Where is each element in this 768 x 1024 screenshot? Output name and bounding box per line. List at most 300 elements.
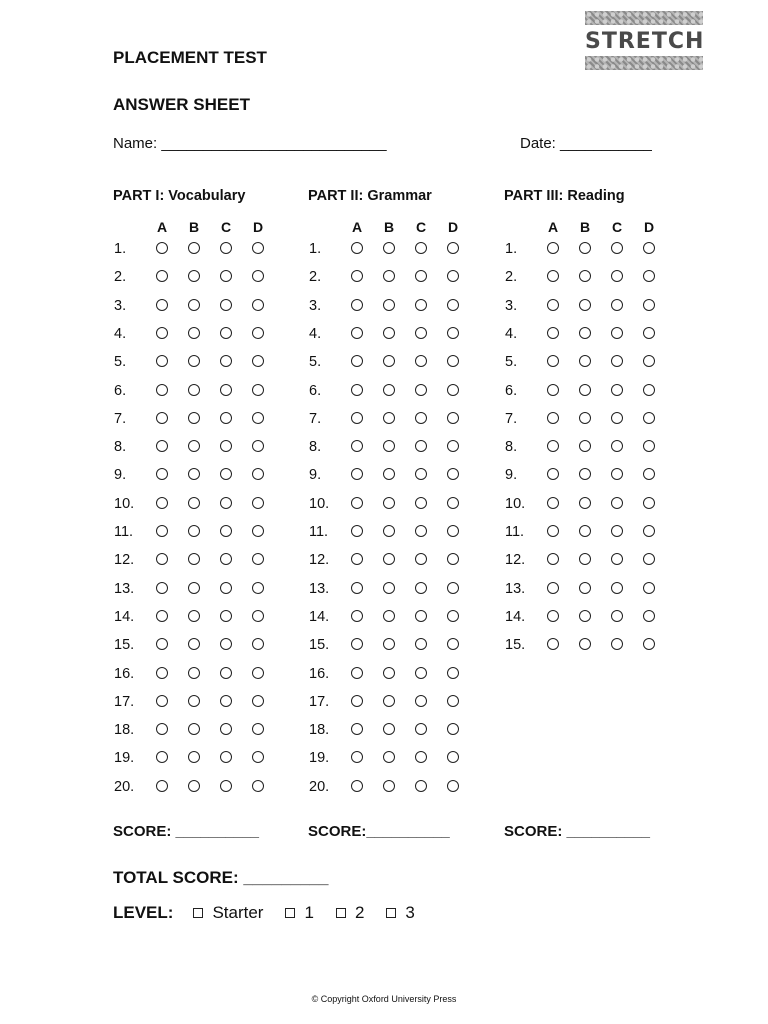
answer-bubble-a[interactable] [156, 723, 168, 735]
answer-bubble-d[interactable] [447, 723, 459, 735]
answer-bubble-a[interactable] [156, 355, 168, 367]
answer-bubble-c[interactable] [415, 242, 427, 254]
answer-bubble-c[interactable] [611, 610, 623, 622]
question-number: 10. [309, 495, 330, 512]
answer-bubble-d[interactable] [252, 525, 264, 537]
answer-bubble-c[interactable] [415, 468, 427, 480]
level-option-label: 2 [354, 903, 365, 922]
answer-bubble-d[interactable] [252, 242, 264, 254]
question-number: 1. [505, 241, 518, 257]
answer-bubble-d[interactable] [447, 582, 459, 594]
question-number: 7. [114, 410, 127, 427]
answer-bubble-c[interactable] [415, 270, 427, 282]
answer-bubble-c[interactable] [220, 468, 232, 480]
answer-bubble-d[interactable] [643, 412, 655, 424]
question-number: 11. [505, 524, 525, 540]
checkbox-icon[interactable] [285, 908, 295, 918]
checkbox-icon[interactable] [336, 908, 346, 918]
answer-bubble-a[interactable] [547, 355, 559, 367]
question-number: 19. [309, 750, 330, 767]
question-number: 2. [505, 269, 518, 286]
answer-bubble-d[interactable] [252, 751, 264, 763]
part-title: PART I: Vocabulary [113, 188, 246, 204]
question-number: 4. [114, 325, 127, 342]
answer-bubble-d[interactable] [447, 667, 459, 679]
answer-bubble-a[interactable] [547, 299, 559, 311]
answer-bubble-d[interactable] [643, 582, 655, 594]
answer-bubble-a[interactable] [156, 299, 168, 311]
score-part-1[interactable]: SCORE: __________ [113, 823, 259, 840]
answer-bubble-b[interactable] [579, 242, 591, 254]
answer-bubble-d[interactable] [447, 440, 459, 452]
answer-bubble-a[interactable] [351, 525, 363, 537]
answer-bubble-c[interactable] [611, 270, 623, 282]
answer-bubble-a[interactable] [156, 440, 168, 452]
answer-bubble-a[interactable] [156, 384, 168, 396]
answer-bubble-d[interactable] [252, 327, 264, 339]
level-option-label: Starter [212, 903, 264, 922]
answer-bubble-c[interactable] [220, 751, 232, 763]
answer-bubble-b[interactable] [579, 468, 591, 480]
question-number: 15. [309, 637, 330, 654]
answer-bubble-b[interactable] [188, 723, 200, 735]
answer-bubble-a[interactable] [351, 497, 363, 509]
answer-bubble-a[interactable] [156, 270, 168, 282]
answer-bubble-d[interactable] [447, 384, 459, 396]
answer-bubble-a[interactable] [156, 582, 168, 594]
answer-bubble-d[interactable] [252, 695, 264, 707]
part-title: PART II: Grammar [308, 188, 432, 204]
question-number: 10. [114, 495, 135, 512]
answer-bubble-b[interactable] [579, 412, 591, 424]
answer-bubble-d[interactable] [447, 497, 459, 509]
answer-bubble-a[interactable] [351, 780, 363, 792]
question-number: 7. [505, 410, 518, 427]
answer-bubble-b[interactable] [383, 780, 395, 792]
answer-bubble-b[interactable] [188, 440, 200, 452]
answer-bubble-a[interactable] [547, 327, 559, 339]
answer-bubble-d[interactable] [252, 553, 264, 565]
answer-bubble-d[interactable] [643, 497, 655, 509]
answer-bubble-a[interactable] [156, 751, 168, 763]
answer-bubble-b[interactable] [188, 412, 200, 424]
answer-bubble-d[interactable] [447, 751, 459, 763]
level-option-starter[interactable] [193, 903, 263, 923]
answer-bubble-b[interactable] [383, 638, 395, 650]
answer-bubble-b[interactable] [383, 242, 395, 254]
answer-bubble-b[interactable] [188, 751, 200, 763]
answer-bubble-a[interactable] [351, 299, 363, 311]
answer-bubble-c[interactable] [220, 412, 232, 424]
answer-bubble-c[interactable] [220, 667, 232, 679]
answer-bubble-c[interactable] [220, 242, 232, 254]
answer-bubble-b[interactable] [579, 582, 591, 594]
answer-bubble-a[interactable] [351, 412, 363, 424]
answer-bubble-c[interactable] [611, 553, 623, 565]
answer-bubble-b[interactable] [188, 525, 200, 537]
answer-bubble-d[interactable] [447, 553, 459, 565]
answer-bubble-b[interactable] [188, 780, 200, 792]
option-header-b: B [188, 219, 200, 235]
total-score[interactable]: TOTAL SCORE: _________ [113, 868, 329, 887]
answer-bubble-a[interactable] [351, 355, 363, 367]
answer-bubble-b[interactable] [188, 468, 200, 480]
answer-bubble-c[interactable] [611, 638, 623, 650]
question-number: 11. [114, 524, 134, 540]
answer-bubble-c[interactable] [220, 525, 232, 537]
question-number: 4. [309, 325, 322, 342]
answer-bubble-b[interactable] [188, 638, 200, 650]
score-part-3[interactable]: SCORE: __________ [504, 823, 650, 840]
option-header-d: D [447, 219, 459, 235]
answer-bubble-b[interactable] [383, 468, 395, 480]
answer-bubble-d[interactable] [447, 242, 459, 254]
answer-bubble-c[interactable] [220, 582, 232, 594]
answer-bubble-a[interactable] [351, 553, 363, 565]
answer-bubble-a[interactable] [351, 384, 363, 396]
checkbox-icon[interactable] [386, 908, 396, 918]
question-number: 5. [505, 354, 518, 371]
answer-bubble-d[interactable] [643, 440, 655, 452]
answer-bubble-a[interactable] [547, 638, 559, 650]
question-number: 10. [505, 495, 526, 512]
logo-bottom-band [585, 56, 703, 70]
answer-bubble-c[interactable] [415, 667, 427, 679]
answer-bubble-a[interactable] [547, 582, 559, 594]
answer-bubble-a[interactable] [547, 497, 559, 509]
question-number: 1. [309, 241, 322, 257]
question-number: 12. [309, 552, 330, 569]
answer-bubble-c[interactable] [611, 525, 623, 537]
answer-bubble-b[interactable] [579, 610, 591, 622]
copyright-footer: © Copyright Oxford University Press [311, 994, 457, 1004]
answer-bubble-c[interactable] [220, 497, 232, 509]
answer-bubble-c[interactable] [415, 355, 427, 367]
answer-bubble-a[interactable] [156, 327, 168, 339]
question-number: 20. [309, 778, 330, 795]
answer-bubble-b[interactable] [383, 497, 395, 509]
answer-bubble-d[interactable] [252, 412, 264, 424]
answer-bubble-c[interactable] [220, 780, 232, 792]
answer-bubble-b[interactable] [383, 355, 395, 367]
question-number: 6. [114, 382, 127, 399]
question-number: 19. [114, 750, 135, 767]
answer-bubble-d[interactable] [447, 299, 459, 311]
question-number: 5. [309, 354, 322, 371]
answer-bubble-c[interactable] [415, 610, 427, 622]
question-number: 17. [309, 693, 330, 710]
answer-bubble-b[interactable] [579, 497, 591, 509]
question-number: 9. [505, 467, 518, 484]
answer-bubble-a[interactable] [351, 242, 363, 254]
answer-bubble-d[interactable] [252, 299, 264, 311]
answer-bubble-c[interactable] [415, 327, 427, 339]
answer-bubble-b[interactable] [383, 582, 395, 594]
answer-bubble-d[interactable] [252, 440, 264, 452]
answer-bubble-d[interactable] [447, 638, 459, 650]
question-number: 18. [309, 722, 330, 739]
answer-bubble-b[interactable] [579, 440, 591, 452]
answer-bubble-c[interactable] [611, 468, 623, 480]
answer-bubble-c[interactable] [415, 638, 427, 650]
answer-bubble-b[interactable] [188, 355, 200, 367]
option-header-c: C [415, 219, 427, 235]
answer-bubble-a[interactable] [351, 638, 363, 650]
answer-bubble-b[interactable] [188, 384, 200, 396]
logo-text: STRETCH [585, 29, 705, 54]
answer-bubble-b[interactable] [383, 384, 395, 396]
answer-bubble-c[interactable] [415, 497, 427, 509]
level-option-label: 3 [405, 903, 415, 922]
answer-bubble-a[interactable] [351, 667, 363, 679]
option-header-a: A [156, 219, 168, 235]
answer-bubble-c[interactable] [220, 327, 232, 339]
answer-bubble-a[interactable] [547, 553, 559, 565]
answer-bubble-b[interactable] [579, 638, 591, 650]
answer-bubble-a[interactable] [547, 610, 559, 622]
answer-bubble-a[interactable] [547, 440, 559, 452]
answer-bubble-d[interactable] [252, 582, 264, 594]
answer-bubble-a[interactable] [547, 384, 559, 396]
answer-bubble-a[interactable] [156, 610, 168, 622]
name-field[interactable]: Name: ___________________________ [113, 135, 387, 152]
answer-bubble-c[interactable] [220, 270, 232, 282]
answer-bubble-d[interactable] [643, 468, 655, 480]
answer-bubble-c[interactable] [220, 299, 232, 311]
date-field[interactable]: Date: ___________ [520, 135, 652, 152]
question-number: 20. [114, 778, 135, 795]
answer-bubble-b[interactable] [383, 440, 395, 452]
answer-bubble-d[interactable] [252, 780, 264, 792]
answer-bubble-d[interactable] [252, 355, 264, 367]
answer-bubble-c[interactable] [415, 695, 427, 707]
answer-bubble-c[interactable] [611, 242, 623, 254]
answer-bubble-b[interactable] [188, 327, 200, 339]
score-part-2[interactable]: SCORE:__________ [308, 823, 450, 840]
answer-bubble-c[interactable] [415, 525, 427, 537]
answer-bubble-c[interactable] [220, 355, 232, 367]
question-number: 11. [309, 524, 329, 540]
answer-bubble-c[interactable] [220, 723, 232, 735]
answer-bubble-c[interactable] [611, 384, 623, 396]
question-number: 9. [114, 467, 127, 484]
option-header-d: D [643, 219, 655, 235]
answer-bubble-d[interactable] [447, 525, 459, 537]
answer-bubble-c[interactable] [415, 440, 427, 452]
answer-bubble-b[interactable] [383, 723, 395, 735]
answer-bubble-d[interactable] [447, 355, 459, 367]
question-number: 13. [114, 580, 135, 597]
answer-bubble-b[interactable] [188, 270, 200, 282]
answer-bubble-b[interactable] [383, 667, 395, 679]
answer-bubble-b[interactable] [383, 270, 395, 282]
answer-bubble-a[interactable] [351, 270, 363, 282]
answer-bubble-b[interactable] [579, 384, 591, 396]
option-header-c: C [611, 219, 623, 235]
answer-bubble-a[interactable] [351, 695, 363, 707]
answer-bubble-b[interactable] [383, 695, 395, 707]
answer-bubble-a[interactable] [351, 582, 363, 594]
answer-bubble-b[interactable] [383, 553, 395, 565]
answer-bubble-d[interactable] [447, 468, 459, 480]
answer-bubble-a[interactable] [547, 270, 559, 282]
logo-top-band [585, 11, 703, 25]
answer-bubble-c[interactable] [220, 695, 232, 707]
answer-bubble-b[interactable] [579, 355, 591, 367]
answer-bubble-d[interactable] [252, 468, 264, 480]
answer-bubble-d[interactable] [643, 270, 655, 282]
answer-bubble-a[interactable] [156, 638, 168, 650]
answer-bubble-c[interactable] [415, 384, 427, 396]
answer-bubble-a[interactable] [156, 553, 168, 565]
answer-bubble-c[interactable] [611, 497, 623, 509]
answer-bubble-d[interactable] [643, 384, 655, 396]
question-number: 12. [505, 552, 526, 569]
answer-bubble-b[interactable] [383, 327, 395, 339]
answer-bubble-c[interactable] [611, 299, 623, 311]
answer-bubble-a[interactable] [547, 242, 559, 254]
part-title: PART III: Reading [504, 188, 625, 204]
answer-bubble-b[interactable] [383, 610, 395, 622]
answer-bubble-c[interactable] [415, 412, 427, 424]
answer-bubble-d[interactable] [252, 270, 264, 282]
question-number: 9. [309, 467, 322, 484]
answer-bubble-c[interactable] [415, 723, 427, 735]
answer-bubble-c[interactable] [220, 384, 232, 396]
checkbox-icon[interactable] [193, 908, 203, 918]
answer-bubble-b[interactable] [188, 553, 200, 565]
level-option-3[interactable] [386, 903, 414, 923]
question-number: 6. [505, 382, 518, 399]
answer-bubble-a[interactable] [351, 610, 363, 622]
question-number: 14. [309, 608, 330, 625]
question-number: 13. [505, 580, 526, 597]
answer-bubble-d[interactable] [252, 723, 264, 735]
question-number: 2. [309, 269, 322, 286]
option-header-a: A [547, 219, 559, 235]
answer-bubble-a[interactable] [351, 723, 363, 735]
question-number: 18. [114, 722, 135, 739]
answer-bubble-d[interactable] [252, 610, 264, 622]
answer-bubble-a[interactable] [156, 695, 168, 707]
answer-bubble-b[interactable] [383, 299, 395, 311]
question-number: 3. [114, 297, 127, 314]
answer-bubble-d[interactable] [252, 638, 264, 650]
answer-bubble-b[interactable] [579, 525, 591, 537]
option-header-b: B [383, 219, 395, 235]
level-option-label: 1 [304, 903, 314, 922]
answer-bubble-b[interactable] [579, 553, 591, 565]
answer-bubble-a[interactable] [547, 412, 559, 424]
answer-bubble-c[interactable] [220, 610, 232, 622]
answer-bubble-a[interactable] [156, 468, 168, 480]
answer-bubble-c[interactable] [220, 553, 232, 565]
answer-bubble-d[interactable] [643, 525, 655, 537]
answer-bubble-b[interactable] [188, 582, 200, 594]
option-header-b: B [579, 219, 591, 235]
answer-bubble-c[interactable] [611, 582, 623, 594]
answer-bubble-d[interactable] [643, 553, 655, 565]
answer-bubble-d[interactable] [643, 355, 655, 367]
answer-bubble-c[interactable] [415, 582, 427, 594]
level-option-1[interactable] [285, 903, 313, 923]
answer-bubble-d[interactable] [447, 695, 459, 707]
answer-bubble-b[interactable] [383, 412, 395, 424]
answer-bubble-a[interactable] [156, 497, 168, 509]
level-option-2[interactable] [336, 903, 364, 923]
answer-bubble-a[interactable] [547, 525, 559, 537]
answer-bubble-d[interactable] [447, 412, 459, 424]
answer-bubble-b[interactable] [579, 270, 591, 282]
question-number: 14. [505, 608, 526, 625]
answer-bubble-a[interactable] [351, 751, 363, 763]
option-header-c: C [220, 219, 232, 235]
question-number: 15. [114, 637, 135, 654]
answer-bubble-d[interactable] [643, 327, 655, 339]
answer-bubble-b[interactable] [188, 242, 200, 254]
answer-bubble-b[interactable] [383, 525, 395, 537]
answer-bubble-c[interactable] [415, 751, 427, 763]
question-number: 16. [114, 665, 135, 682]
answer-bubble-c[interactable] [415, 780, 427, 792]
answer-bubble-b[interactable] [579, 327, 591, 339]
answer-bubble-c[interactable] [611, 412, 623, 424]
answer-bubble-a[interactable] [547, 468, 559, 480]
answer-bubble-a[interactable] [156, 667, 168, 679]
answer-bubble-d[interactable] [252, 497, 264, 509]
answer-bubble-a[interactable] [351, 468, 363, 480]
answer-bubble-c[interactable] [611, 355, 623, 367]
answer-bubble-b[interactable] [188, 667, 200, 679]
answer-bubble-d[interactable] [252, 384, 264, 396]
answer-bubble-d[interactable] [643, 638, 655, 650]
answer-bubble-c[interactable] [220, 638, 232, 650]
answer-bubble-b[interactable] [188, 610, 200, 622]
answer-bubble-c[interactable] [415, 553, 427, 565]
question-number: 2. [114, 269, 127, 286]
answer-bubble-a[interactable] [156, 525, 168, 537]
answer-bubble-c[interactable] [611, 327, 623, 339]
answer-bubble-b[interactable] [188, 497, 200, 509]
answer-bubble-d[interactable] [643, 242, 655, 254]
answer-bubble-d[interactable] [447, 327, 459, 339]
answer-bubble-d[interactable] [447, 610, 459, 622]
answer-bubble-b[interactable] [383, 751, 395, 763]
level-row [113, 903, 415, 923]
answer-bubble-d[interactable] [252, 667, 264, 679]
answer-bubble-b[interactable] [188, 299, 200, 311]
answer-bubble-c[interactable] [415, 299, 427, 311]
question-number: 13. [309, 580, 330, 597]
answer-bubble-a[interactable] [156, 242, 168, 254]
answer-bubble-d[interactable] [643, 299, 655, 311]
answer-bubble-c[interactable] [220, 440, 232, 452]
answer-bubble-b[interactable] [188, 695, 200, 707]
answer-bubble-a[interactable] [351, 327, 363, 339]
answer-bubble-d[interactable] [643, 610, 655, 622]
question-number: 14. [114, 608, 135, 625]
answer-bubble-a[interactable] [156, 412, 168, 424]
question-number: 3. [505, 297, 518, 314]
answer-bubble-d[interactable] [447, 270, 459, 282]
stretch-logo [585, 11, 703, 70]
answer-bubble-b[interactable] [579, 299, 591, 311]
answer-bubble-c[interactable] [611, 440, 623, 452]
answer-bubble-d[interactable] [447, 780, 459, 792]
answer-bubble-a[interactable] [351, 440, 363, 452]
question-number: 16. [309, 665, 330, 682]
answer-bubble-a[interactable] [156, 780, 168, 792]
